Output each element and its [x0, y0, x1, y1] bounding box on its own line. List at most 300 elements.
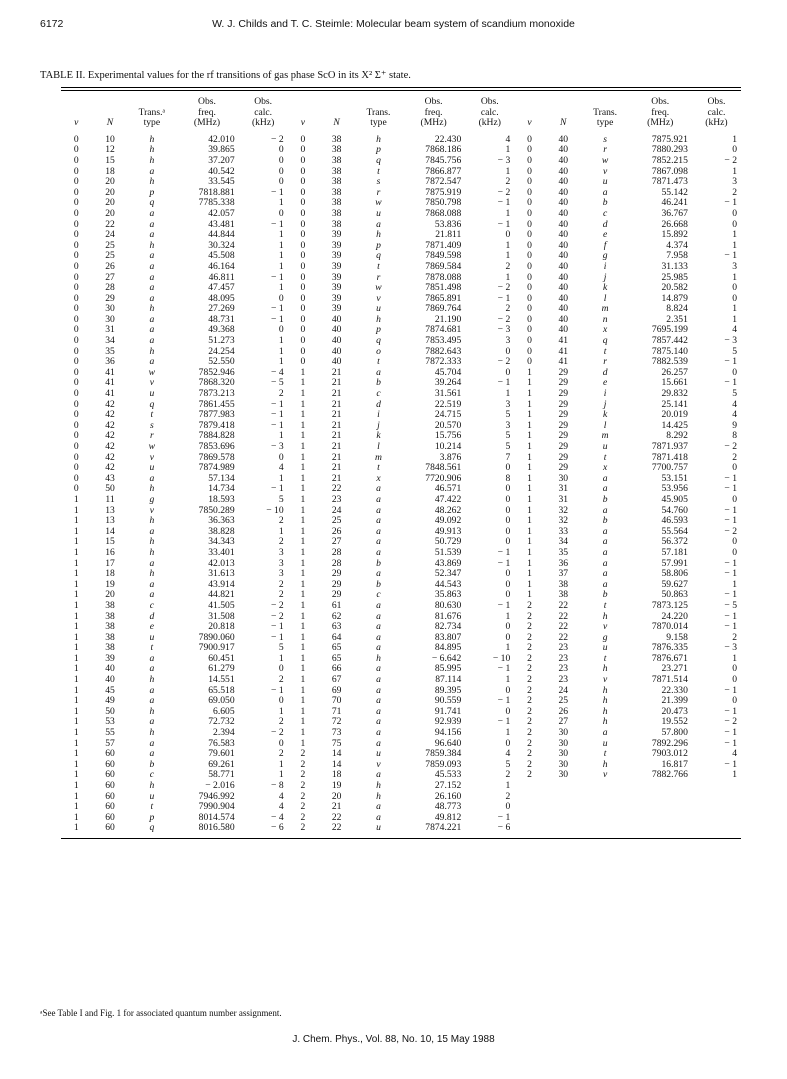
table-row: [61, 230, 741, 241]
cell-v: 0: [527, 313, 532, 325]
table-row: [61, 368, 741, 379]
cell-n: 40: [558, 229, 569, 241]
col-header-obs-freq: Obs. freq. (MHz): [647, 96, 674, 129]
cell-trans-type: a: [602, 727, 608, 739]
cell-obs-freq: 7882.766: [651, 769, 688, 781]
cell-obs-calc: 0: [505, 578, 511, 590]
cell-v: 2: [300, 780, 306, 791]
cell-trans-type: h: [149, 546, 155, 558]
cell-n: 60: [105, 801, 115, 813]
cell-v: 1: [300, 419, 306, 431]
cell-obs-freq: 22.430: [434, 133, 462, 145]
cell-v: 1: [300, 483, 306, 495]
cell-obs-freq: 7874.989: [198, 462, 235, 474]
cell-obs-freq: 44.543: [434, 578, 462, 590]
cell-v: 1: [300, 599, 306, 611]
cell-obs-calc: 0: [732, 292, 737, 304]
cell-obs-calc: 0: [505, 801, 511, 813]
cell-n: 29: [558, 366, 569, 378]
cell-n: 40: [558, 282, 569, 294]
cell-n: 29: [331, 568, 342, 580]
cell-n: 22: [331, 811, 342, 823]
cell-n: 38: [105, 621, 115, 633]
cell-obs-freq: 20.818: [208, 621, 235, 633]
cell-n: 22: [105, 218, 115, 230]
table-row: [61, 760, 741, 771]
cell-n: 40: [558, 303, 569, 315]
cell-trans-type: w: [375, 282, 382, 294]
cell-obs-freq: 14.734: [208, 483, 235, 495]
cell-trans-type: a: [602, 525, 608, 537]
cell-v: 0: [300, 313, 306, 325]
cell-obs-calc: − 1: [271, 631, 284, 643]
cell-obs-freq: 7859.384: [425, 748, 462, 760]
cell-n: [545, 792, 582, 803]
table-row: [61, 156, 741, 167]
cell-obs-freq: 53.151: [661, 472, 688, 484]
cell-obs-calc: − 1: [724, 557, 737, 569]
cell-obs-freq: 7700.757: [651, 462, 688, 474]
cell-obs-freq: 84.895: [434, 642, 462, 654]
cell-n: 40: [558, 165, 569, 177]
cell-obs-freq: 69.261: [208, 758, 235, 770]
cell-obs-freq: 15.756: [434, 430, 462, 442]
cell-trans-type: a: [149, 652, 155, 664]
cell-obs-freq: 7850.289: [198, 504, 235, 516]
col-header-n: N: [560, 117, 567, 129]
cell-n: 21: [331, 430, 342, 442]
cell-v: 0: [73, 419, 79, 431]
cell-obs-calc: 5: [732, 345, 737, 357]
cell-v: 1: [300, 589, 306, 601]
cell-obs-calc: − 1: [497, 695, 511, 707]
cell-obs-freq: 7903.012: [651, 748, 688, 760]
cell-trans-type: a: [376, 811, 381, 823]
cell-obs-freq: 7865.891: [425, 292, 462, 304]
cell-n: 36: [105, 356, 115, 368]
cell-obs-freq: 25.985: [661, 271, 688, 283]
cell-obs-freq: 10.214: [434, 441, 462, 452]
cell-n: 22: [558, 599, 569, 611]
cell-n: 40: [558, 271, 569, 283]
cell-obs-freq: 48.095: [208, 292, 235, 304]
cell-v: 1: [300, 737, 306, 749]
cell-obs-freq: 7848.561: [425, 462, 462, 474]
cell-n: 22: [558, 621, 569, 633]
cell-obs-freq: 14.879: [661, 292, 688, 304]
cell-obs-freq: 2.351: [666, 313, 688, 325]
cell-obs-calc: 2: [278, 578, 284, 590]
cell-trans-type: h: [376, 133, 381, 145]
cell-trans-type: a: [149, 335, 155, 347]
cell-n: 38: [558, 589, 569, 601]
cell-obs-calc: [692, 813, 741, 824]
cell-trans-type: h: [602, 663, 608, 675]
cell-obs-calc: 2: [278, 674, 284, 686]
cell-n: 14: [331, 758, 342, 770]
cell-trans-type: a: [602, 568, 608, 580]
cell-obs-calc: 0: [732, 282, 737, 294]
cell-n: 60: [105, 790, 115, 802]
cell-v: 0: [73, 483, 79, 495]
cell-v: 0: [527, 186, 532, 198]
cell-obs-calc: 0: [732, 218, 737, 230]
cell-obs-calc: 0: [278, 451, 284, 463]
cell-trans-type: h: [149, 345, 155, 357]
cell-v: 1: [527, 578, 532, 590]
col-header-trans-type: Trans. type: [366, 106, 391, 129]
cell-trans-type: u: [376, 748, 381, 760]
cell-n: 30: [558, 727, 569, 739]
cell-n: 30: [558, 748, 569, 760]
cell-trans-type: v: [149, 504, 154, 516]
cell-v: 1: [73, 599, 79, 611]
cell-trans-type: v: [602, 674, 608, 686]
cell-obs-freq: 7871.418: [651, 451, 688, 463]
cell-obs-freq: 26.257: [661, 366, 688, 378]
cell-v: 1: [73, 525, 79, 537]
cell-obs-calc: 5: [505, 409, 511, 421]
cell-v: 1: [300, 684, 306, 696]
cell-obs-calc: 9: [732, 419, 737, 431]
cell-v: 0: [73, 409, 79, 421]
cell-n: 21: [331, 388, 342, 400]
cell-obs-freq: 7851.498: [425, 282, 462, 294]
cell-trans-type: a: [376, 546, 381, 558]
cell-obs-freq: 25.141: [661, 398, 688, 410]
cell-obs-calc: 1: [732, 652, 737, 664]
cell-v: 2: [527, 674, 532, 686]
cell-obs-calc: 2: [505, 260, 511, 272]
cell-n: 61: [331, 599, 342, 611]
cell-n: 34: [558, 536, 569, 548]
cell-v: 1: [527, 409, 532, 421]
cell-obs-calc: − 2: [271, 599, 284, 611]
table-row: [61, 167, 741, 178]
cell-n: 40: [105, 663, 115, 675]
cell-obs-calc: − 8: [271, 780, 284, 791]
cell-trans-type: i: [603, 388, 607, 400]
cell-n: 29: [331, 589, 342, 601]
cell-v: 1: [527, 589, 532, 601]
cell-n: 42: [105, 441, 115, 452]
cell-obs-freq: 7695.199: [651, 324, 688, 336]
cell-obs-freq: 8.824: [666, 303, 688, 315]
cell-obs-freq: 46.241: [661, 197, 688, 209]
cell-v: 0: [300, 356, 306, 368]
col-header-trans-type: Trans.ᵃ type: [138, 106, 166, 129]
cell-obs-calc: − 2: [271, 133, 284, 145]
cell-v: 1: [300, 504, 306, 516]
col-header-obs-freq: Obs. freq. (MHz): [420, 96, 447, 129]
cell-obs-calc: 0: [505, 684, 511, 696]
col-header-n: N: [106, 117, 114, 129]
cell-trans-type: n: [602, 313, 608, 325]
table-row: [61, 357, 741, 368]
table-header: [61, 91, 741, 132]
cell-n: 60: [105, 811, 115, 823]
cell-n: 38: [105, 610, 115, 622]
cell-v: 1: [300, 377, 306, 389]
col-header-trans-type: Trans. type: [593, 106, 618, 129]
cell-obs-calc: 2: [732, 186, 737, 198]
cell-obs-calc: 0: [732, 493, 737, 505]
table-row: [61, 686, 741, 697]
cell-n: 20: [105, 207, 115, 219]
cell-obs-freq: 7946.992: [198, 790, 235, 802]
cell-n: 13: [105, 504, 115, 516]
cell-trans-type: a: [376, 801, 381, 813]
cell-v: 1: [73, 546, 79, 558]
cell-n: 21: [331, 441, 342, 452]
cell-trans-type: a: [376, 705, 381, 717]
cell-trans-type: h: [149, 303, 155, 315]
cell-v: 2: [300, 769, 306, 781]
cell-n: 21: [331, 398, 342, 410]
cell-v: 1: [300, 610, 306, 622]
table-row: [61, 220, 741, 231]
cell-obs-freq: 48.262: [434, 504, 462, 516]
cell-obs-freq: 42.013: [208, 557, 235, 569]
cell-trans-type: a: [149, 557, 155, 569]
cell-obs-calc: 1: [278, 472, 284, 484]
cell-v: 2: [527, 705, 532, 717]
cell-obs-freq: 16.817: [661, 758, 688, 770]
cell-obs-freq: 83.807: [434, 631, 462, 643]
cell-v: 0: [527, 271, 532, 283]
cell-obs-calc: 7: [505, 451, 511, 463]
cell-obs-calc: 1: [732, 229, 737, 241]
cell-v: 0: [527, 207, 532, 219]
cell-n: 53: [105, 716, 115, 728]
cell-trans-type: s: [149, 419, 154, 431]
cell-obs-freq: 7872.333: [425, 356, 462, 368]
cell-obs-freq: 39.264: [434, 377, 462, 389]
cell-obs-freq: 33.401: [208, 546, 235, 558]
cell-v: 0: [527, 335, 532, 347]
cell-trans-type: h: [149, 705, 155, 717]
cell-n: 25: [558, 695, 569, 707]
cell-obs-freq: 52.550: [208, 356, 235, 368]
cell-obs-calc: 5: [505, 758, 511, 770]
cell-obs-freq: 7849.598: [425, 250, 462, 262]
cell-v: 2: [527, 631, 532, 643]
cell-n: 70: [331, 695, 342, 707]
cell-obs-calc: − 2: [724, 716, 737, 728]
cell-n: 71: [331, 705, 342, 717]
cell-obs-calc: 1: [505, 727, 511, 739]
cell-obs-calc: 2: [505, 176, 511, 188]
cell-obs-freq: 7872.547: [425, 176, 462, 188]
cell-trans-type: a: [376, 684, 381, 696]
table-row: [61, 315, 741, 326]
cell-obs-calc: 1: [278, 282, 284, 294]
cell-obs-calc: 0: [278, 292, 284, 304]
cell-v: 1: [300, 674, 306, 686]
cell-trans-type: a: [602, 578, 608, 590]
cell-v: 1: [73, 515, 79, 527]
cell-trans-type: a: [376, 695, 381, 707]
cell-obs-freq: 7850.798: [425, 197, 462, 209]
cell-v: 2: [527, 621, 532, 633]
cell-trans-type: a: [149, 260, 155, 272]
table-row: [61, 633, 741, 644]
cell-obs-freq: 14.551: [208, 674, 235, 686]
table-row: [61, 463, 741, 474]
cell-n: 29: [558, 377, 569, 389]
cell-obs-calc: 1: [505, 780, 511, 791]
cell-obs-calc: 1: [278, 239, 284, 251]
cell-obs-calc: 0: [505, 536, 511, 548]
cell-obs-calc: 1: [278, 652, 284, 664]
cell-v: 1: [527, 568, 532, 580]
cell-v: 1: [527, 472, 532, 484]
cell-obs-freq: 92.939: [434, 716, 462, 728]
cell-n: 31: [105, 324, 115, 336]
table-row: [61, 781, 741, 792]
cell-obs-calc: − 1: [724, 515, 737, 527]
cell-trans-type: a: [376, 621, 381, 633]
cell-obs-freq: 7990.904: [198, 801, 235, 813]
cell-trans-type: b: [602, 493, 608, 505]
cell-obs-calc: − 2: [724, 525, 737, 537]
cell-obs-freq: 19.552: [661, 716, 688, 728]
cell-trans-type: t: [377, 356, 380, 368]
cell-v: 0: [73, 472, 79, 484]
cell-n: 31: [558, 493, 569, 505]
page-number: 6172: [40, 18, 64, 30]
cell-n: 26: [331, 525, 342, 537]
cell-obs-freq: 27.152: [434, 780, 462, 791]
cell-trans-type: t: [377, 462, 380, 474]
cell-obs-calc: 0: [505, 525, 511, 537]
cell-v: 0: [73, 292, 79, 304]
cell-v: 0: [73, 366, 79, 378]
table-row: [61, 198, 741, 209]
cell-obs-calc: − 1: [497, 663, 511, 675]
cell-n: 41: [558, 345, 569, 357]
cell-obs-freq: 26.668: [661, 218, 688, 230]
cell-obs-calc: 0: [505, 631, 511, 643]
cell-trans-type: x: [602, 324, 608, 336]
cell-obs-calc: 1: [505, 207, 511, 219]
cell-obs-calc: 0: [505, 483, 511, 495]
cell-n: 39: [331, 250, 342, 262]
cell-trans-type: p: [376, 324, 381, 336]
cell-trans-type: b: [376, 377, 381, 389]
cell-trans-type: v: [376, 292, 381, 304]
cell-trans-type: b: [602, 197, 608, 209]
cell-n: 55: [105, 727, 115, 739]
cell-trans-type: h: [602, 610, 608, 622]
cell-obs-calc: 0: [278, 176, 284, 188]
cell-trans-type: h: [376, 652, 381, 664]
cell-v: 2: [300, 748, 306, 760]
cell-trans-type: t: [150, 642, 154, 654]
cell-trans-type: h: [149, 176, 155, 188]
cell-obs-freq: 58.771: [208, 769, 235, 781]
cell-trans-type: m: [601, 430, 609, 442]
table-row: [61, 495, 741, 506]
cell-n: 41: [558, 356, 569, 368]
cell-obs-calc: 1: [732, 271, 737, 283]
cell-trans-type: p: [149, 811, 155, 823]
table-row: [61, 431, 741, 442]
cell-v: 1: [300, 493, 306, 505]
cell-obs-freq: 24.220: [661, 610, 688, 622]
cell-v: 0: [300, 292, 306, 304]
cell-n: 15: [105, 154, 115, 166]
cell-trans-type: a: [149, 578, 155, 590]
cell-obs-freq: 9.158: [666, 631, 688, 643]
cell-obs-calc: 2: [278, 716, 284, 728]
cell-obs-calc: − 1: [271, 419, 284, 431]
cell-obs-freq: 7866.877: [425, 165, 462, 177]
cell-obs-freq: 7875.921: [651, 133, 688, 145]
cell-n: 41: [105, 377, 115, 389]
cell-obs-freq: 48.731: [208, 313, 235, 325]
cell-trans-type: t: [377, 165, 380, 177]
cell-trans-type: a: [376, 716, 381, 728]
cell-obs-calc: 3: [505, 335, 511, 347]
cell-trans-type: a: [149, 356, 155, 368]
cell-v: 1: [527, 441, 532, 452]
cell-v: 2: [300, 790, 306, 802]
cell-v: 2: [527, 748, 532, 760]
cell-obs-calc: 1: [505, 271, 511, 283]
cell-obs-freq: 7882.643: [425, 345, 462, 357]
table-row: [61, 823, 741, 834]
cell-obs-calc: − 3: [724, 642, 737, 654]
cell-obs-calc: − 3: [497, 324, 511, 336]
cell-v: 0: [73, 165, 79, 177]
cell-n: 40: [105, 674, 115, 686]
cell-v: 1: [300, 430, 306, 442]
cell-v: 0: [73, 335, 79, 347]
cell-obs-freq: 7853.495: [425, 335, 462, 347]
cell-trans-type: a: [602, 483, 608, 495]
cell-trans-type: b: [376, 557, 381, 569]
cell-n: 38: [331, 154, 342, 166]
cell-n: 60: [105, 769, 115, 781]
cell-n: 24: [105, 229, 115, 241]
table-row: [61, 241, 741, 252]
cell-v: 2: [527, 599, 532, 611]
table-row: [61, 251, 741, 262]
cell-v: 0: [527, 250, 532, 262]
cell-obs-calc: 0: [278, 663, 284, 675]
cell-obs-calc: 1: [278, 197, 284, 209]
cell-obs-calc: − 2: [497, 282, 511, 294]
cell-n: 42: [105, 430, 115, 442]
cell-obs-freq: 53.836: [434, 218, 462, 230]
cell-v: 0: [527, 218, 532, 230]
cell-n: 23: [558, 642, 569, 654]
cell-n: 38: [331, 133, 342, 145]
cell-v: 0: [73, 441, 79, 452]
cell-v: 1: [300, 525, 306, 537]
table-row: [61, 347, 741, 358]
cell-obs-calc: − 2: [724, 441, 737, 452]
cell-n: 35: [558, 546, 569, 558]
cell-trans-type: v: [149, 451, 154, 463]
cell-obs-calc: 4: [278, 790, 284, 802]
cell-trans-type: h: [149, 674, 155, 686]
cell-v: 0: [73, 462, 79, 474]
cell-trans-type: [582, 792, 629, 803]
table-row: [61, 601, 741, 612]
cell-obs-calc: 5: [278, 642, 284, 654]
